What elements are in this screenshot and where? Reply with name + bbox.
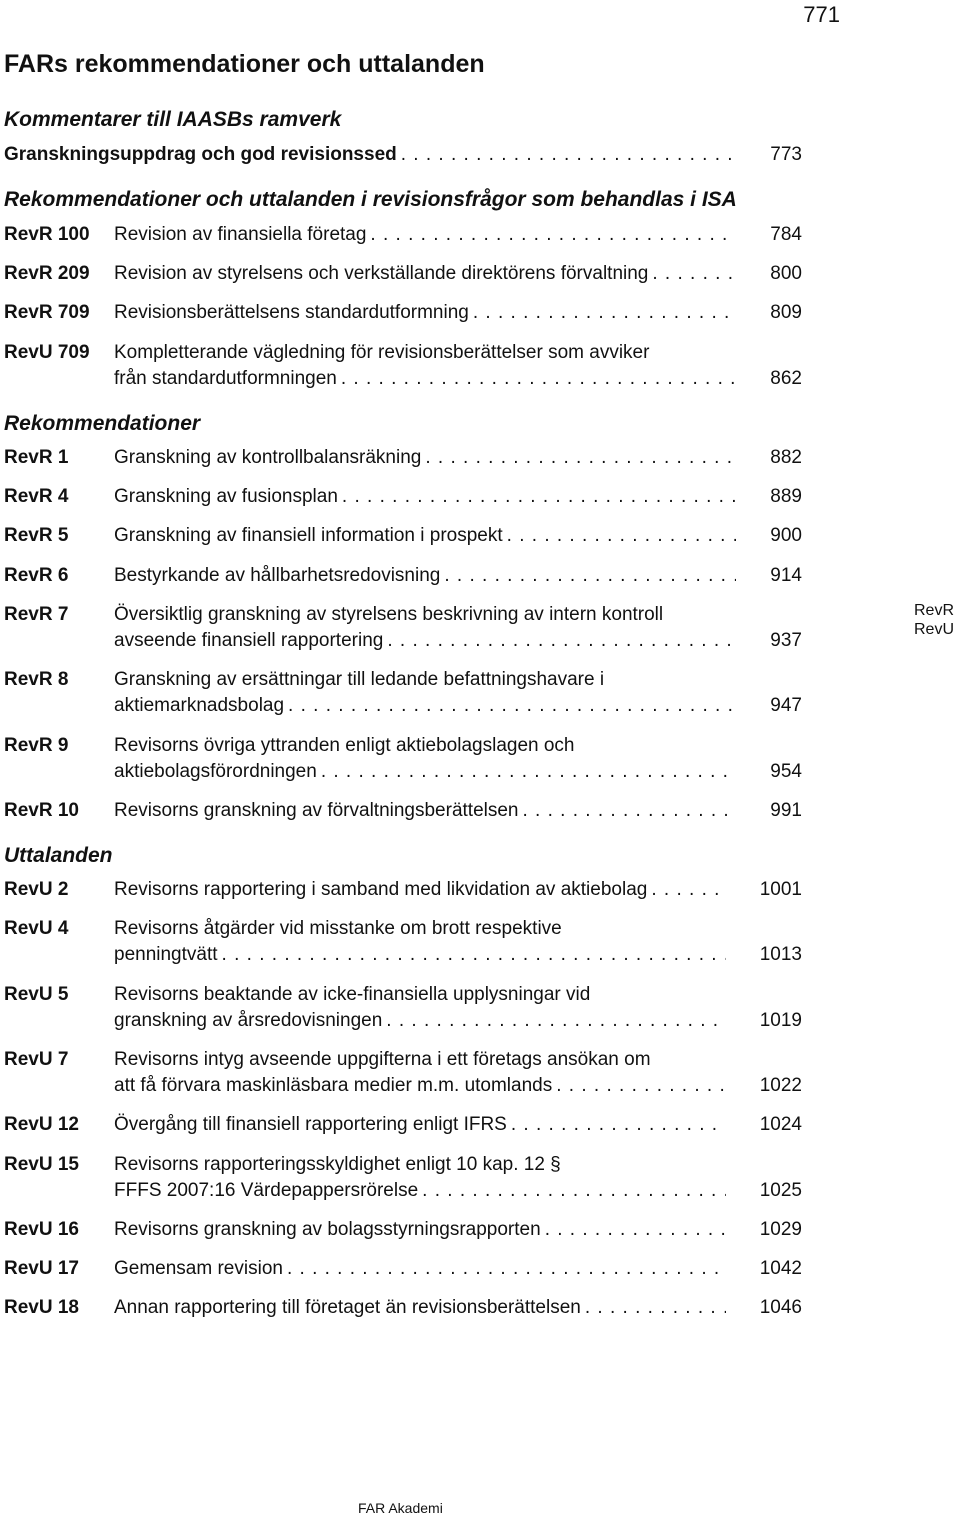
dot-leader bbox=[651, 877, 725, 903]
entry-page: 1013 bbox=[759, 944, 802, 965]
entry-code: RevU 17 bbox=[4, 1258, 79, 1279]
dot-leader bbox=[507, 523, 737, 549]
entry-title: Annan rapportering till företaget än revisionsberättelsen bbox=[114, 1297, 581, 1318]
entry-page: 1024 bbox=[759, 1114, 802, 1135]
dot-leader bbox=[287, 1256, 726, 1282]
entry-title: aktiebolagsförordningen bbox=[114, 761, 317, 782]
entry-title: Revision av styrelsens och verkställande direktörens förvaltning bbox=[114, 263, 649, 284]
dot-leader bbox=[341, 366, 736, 392]
entry-title: avseende finansiell rapportering bbox=[114, 630, 384, 651]
entry-title-line1: Översiktlig granskning av styrelsens beskrivning av intern kontroll bbox=[114, 604, 664, 625]
dot-leader bbox=[288, 693, 736, 719]
entry-code: RevR 7 bbox=[4, 604, 69, 625]
entry-code: RevR 709 bbox=[4, 302, 90, 323]
dot-leader bbox=[222, 942, 726, 968]
entry-title: att få förvara maskinläsbara medier m.m. utomlands bbox=[114, 1075, 553, 1096]
entry-code: RevR 5 bbox=[4, 525, 69, 546]
entry-page: 954 bbox=[770, 761, 802, 782]
side-tab-line2: RevU bbox=[914, 621, 955, 638]
dot-leader bbox=[585, 1295, 726, 1321]
entry-page: 1029 bbox=[759, 1219, 802, 1240]
entry-code: RevU 15 bbox=[4, 1154, 79, 1175]
entry-code: RevU 4 bbox=[4, 918, 69, 939]
entry-page: 914 bbox=[770, 565, 802, 586]
section-heading-rekommendationer: Rekommendationer bbox=[4, 412, 201, 435]
entry-code: RevU 7 bbox=[4, 1049, 69, 1070]
entry-title-line1: Revisorns övriga yttranden enligt aktiebolagslagen och bbox=[114, 735, 575, 756]
dot-leader bbox=[444, 563, 736, 589]
entry-title: Revision av finansiella företag bbox=[114, 224, 367, 245]
entry-code: RevU 12 bbox=[4, 1114, 79, 1135]
entry-page: 800 bbox=[770, 263, 802, 284]
entry-title: Granskning av fusionsplan bbox=[114, 486, 338, 507]
entry-title: Revisorns rapportering i samband med likvidation av aktiebolag bbox=[114, 879, 648, 900]
entry-title: Bestyrkande av hållbarhetsredovisning bbox=[114, 565, 441, 586]
entry-page: 1046 bbox=[759, 1297, 802, 1318]
entry-title: Revisionsberättelsens standardutformning bbox=[114, 302, 469, 323]
entry-page: 784 bbox=[770, 224, 802, 245]
entry-code: RevU 709 bbox=[4, 342, 90, 363]
section-heading-iaasb: Kommentarer till IAASBs ramverk bbox=[4, 108, 342, 131]
entry-code: RevR 9 bbox=[4, 735, 69, 756]
dot-leader bbox=[556, 1073, 725, 1099]
entry-title: Granskning av kontrollbalansräkning bbox=[114, 447, 422, 468]
page-number: 771 bbox=[803, 2, 840, 27]
entry-page: 862 bbox=[770, 368, 802, 389]
entry-page: 889 bbox=[770, 486, 802, 507]
dot-leader bbox=[523, 798, 737, 824]
side-tab bbox=[914, 601, 954, 639]
entry-page: 882 bbox=[770, 447, 802, 468]
dot-leader bbox=[401, 142, 737, 168]
entry-title: granskning av årsredovisningen bbox=[114, 1010, 383, 1031]
dot-leader bbox=[652, 261, 736, 287]
entry-code: RevR 4 bbox=[4, 486, 69, 507]
entry-page: 1022 bbox=[759, 1075, 802, 1096]
entry-title-line1: Revisorns åtgärder vid misstanke om brott respektive bbox=[114, 918, 562, 939]
entry-title: Granskningsuppdrag och god revisionssed bbox=[4, 144, 397, 165]
entry-page: 991 bbox=[770, 800, 802, 821]
entry-code: RevR 209 bbox=[4, 263, 90, 284]
entry-page: 809 bbox=[770, 302, 802, 323]
entry-code: RevU 16 bbox=[4, 1219, 79, 1240]
section-heading-isa: Rekommendationer och uttalanden i revisionsfrågor som behandlas i ISA bbox=[4, 188, 737, 211]
entry-code: RevR 6 bbox=[4, 565, 69, 586]
dot-leader bbox=[386, 1008, 725, 1034]
entry-page: 900 bbox=[770, 525, 802, 546]
dot-leader bbox=[511, 1112, 726, 1138]
entry-title: Övergång till finansiell rapportering enligt IFRS bbox=[114, 1114, 507, 1135]
entry-title: Granskning av finansiell information i prospekt bbox=[114, 525, 503, 546]
entry-code: RevU 18 bbox=[4, 1297, 79, 1318]
entry-title: Gemensam revision bbox=[114, 1258, 283, 1279]
entry-code: RevR 100 bbox=[4, 224, 90, 245]
page-title: FARs rekommendationer och uttalanden bbox=[4, 50, 485, 78]
entry-page: 773 bbox=[770, 144, 802, 165]
side-tab-line1: RevR bbox=[914, 602, 955, 619]
entry-title: från standardutformningen bbox=[114, 368, 337, 389]
entry-title: Revisorns granskning av förvaltningsberättelsen bbox=[114, 800, 519, 821]
entry-code: RevR 10 bbox=[4, 800, 79, 821]
entry-page: 947 bbox=[770, 695, 802, 716]
entry-title: aktiemarknadsbolag bbox=[114, 695, 285, 716]
entry-page: 1042 bbox=[759, 1258, 802, 1279]
entry-title-line1: Granskning av ersättningar till ledande befattningshavare i bbox=[114, 669, 605, 690]
entry-title-line1: Revisorns rapporteringsskyldighet enligt 10 kap. 12 § bbox=[114, 1154, 561, 1175]
entry-code: RevR 8 bbox=[4, 669, 69, 690]
dot-leader bbox=[425, 445, 736, 471]
entry-title-line1: Revisorns beaktande av icke-finansiella upplysningar vid bbox=[114, 984, 591, 1005]
entry-title: FFFS 2007:16 Värdepappersrörelse bbox=[114, 1180, 419, 1201]
dot-leader bbox=[545, 1217, 726, 1243]
dot-leader bbox=[370, 222, 736, 248]
dot-leader bbox=[342, 484, 736, 510]
dot-leader bbox=[422, 1178, 726, 1204]
entry-page: 1019 bbox=[759, 1010, 802, 1031]
entry-title: Revisorns granskning av bolagsstyrningsrapporten bbox=[114, 1219, 541, 1240]
dot-leader bbox=[387, 628, 736, 654]
entry-title: penningtvätt bbox=[114, 944, 218, 965]
entry-code: RevU 2 bbox=[4, 879, 69, 900]
footer-publisher: FAR Akademi bbox=[358, 1500, 443, 1516]
entry-page: 937 bbox=[770, 630, 802, 651]
entry-code: RevR 1 bbox=[4, 447, 69, 468]
entry-page: 1001 bbox=[759, 879, 802, 900]
entry-code: RevU 5 bbox=[4, 984, 69, 1005]
entry-title-line1: Kompletterande vägledning för revisionsberättelser som avviker bbox=[114, 342, 650, 363]
entry-page: 1025 bbox=[759, 1180, 802, 1201]
entry-title-line1: Revisorns intyg avseende uppgifterna i ett företags ansökan om bbox=[114, 1049, 651, 1070]
dot-leader bbox=[473, 300, 736, 326]
section-heading-uttalanden: Uttalanden bbox=[4, 844, 113, 867]
dot-leader bbox=[321, 759, 736, 785]
